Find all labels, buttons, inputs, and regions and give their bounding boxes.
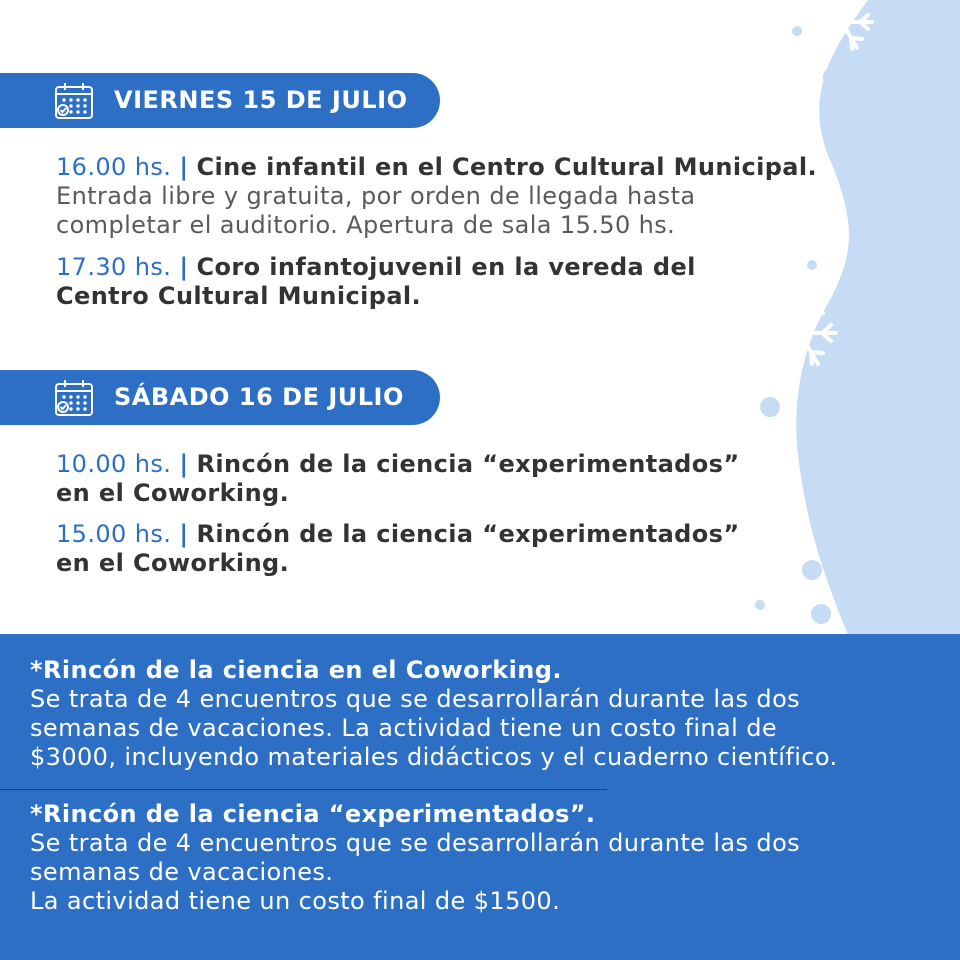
event-description: Entrada libre y gratuita, por orden de llegada hasta (56, 182, 696, 210)
event-item (56, 450, 856, 508)
event-title: Cine infantil en el Centro Cultural Municipal. (196, 153, 818, 181)
snow-dot (792, 26, 802, 36)
separator: | (179, 253, 189, 281)
event-title: Rincón de la ciencia “experimentados” (196, 520, 740, 548)
event-title: en el Coworking. (56, 479, 290, 507)
event-time: 15.00 hs. (56, 520, 172, 548)
note-line: semanas de vacaciones. (30, 858, 334, 886)
calendar-icon (54, 379, 94, 417)
divider (0, 789, 607, 790)
event-time: 10.00 hs. (56, 450, 172, 478)
event-title: Centro Cultural Municipal. (56, 282, 422, 310)
separator: | (179, 520, 189, 548)
separator: | (179, 450, 189, 478)
event-item (56, 520, 856, 578)
day-title: VIERNES 15 DE JULIO (114, 86, 408, 114)
notes-panel (0, 634, 960, 960)
note-title: *Rincón de la ciencia “experimentados”. (30, 800, 596, 828)
note-coworking (30, 656, 950, 772)
note-title: *Rincón de la ciencia en el Coworking. (30, 656, 562, 684)
snow-dot (755, 600, 765, 610)
event-item (56, 153, 856, 240)
event-time: 17.30 hs. (56, 253, 172, 281)
note-line: semanas de vacaciones. La actividad tiene un costo final de (30, 714, 778, 742)
day-header-sabado (0, 370, 440, 425)
snow-dot (823, 67, 843, 87)
event-description: completar el auditorio. Apertura de sala 15.50 hs. (56, 211, 676, 239)
event-title: Rincón de la ciencia “experimentados” (196, 450, 740, 478)
snow-dot (760, 397, 780, 417)
note-experimentados (30, 800, 950, 916)
snow-dot (811, 604, 831, 624)
calendar-icon (54, 82, 94, 120)
day-title: SÁBADO 16 DE JULIO (114, 383, 404, 411)
event-item (56, 253, 856, 311)
event-time: 16.00 hs. (56, 153, 172, 181)
event-title: en el Coworking. (56, 549, 290, 577)
day-header-viernes (0, 73, 440, 128)
separator: | (179, 153, 189, 181)
note-line: Se trata de 4 encuentros que se desarrollarán durante las dos (30, 829, 801, 857)
note-line: La actividad tiene un costo final de $1500. (30, 887, 561, 915)
note-line: $3000, incluyendo materiales didácticos y el cuaderno científico. (30, 743, 838, 771)
event-title: Coro infantojuvenil en la vereda del (196, 253, 696, 281)
note-line: Se trata de 4 encuentros que se desarrollarán durante las dos (30, 685, 801, 713)
